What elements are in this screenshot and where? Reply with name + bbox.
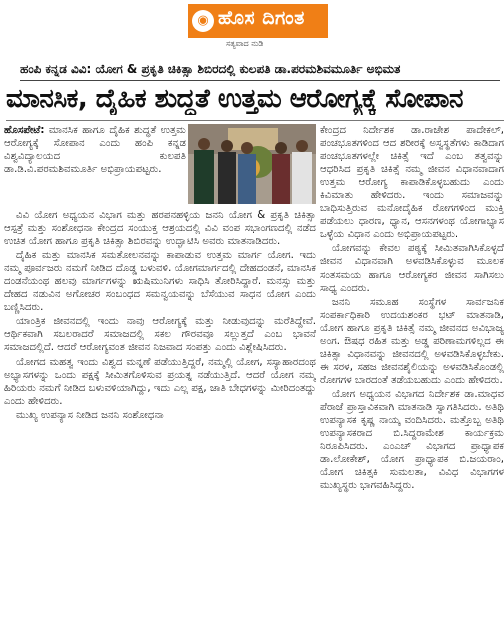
paragraph: ಯೋಗ ಅಧ್ಯಯನ ವಿಭಾಗದ ನಿರ್ದೇಶಕ ಡಾ.ಮಾಧವ ಪೆರಾಜೆ ಪ್ರಾಸ್ತಾವಿಕವಾಗಿ ಮಾತನಾಡಿ ಸ್ವಾಗತಿಸಿದರು. ಅತಿಥಿ ಉಪನ್ಯಾಸಕ ಕೃಷ್ಣ ನಾಯ್ಕ ವಂದಿಸಿದರು. ಮತ್ತೊಬ್ಬ ಅತಿಥಿ ಉಪನ್ಯಾಸಕರಾದ ಬಿ.ಸಿದ್ದರಾಮೇಶ ಕಾರ್ಯಕ್ರಮ ನಿರೂಪಿಸಿದರು. ಎಂಎಚ್ ವಿಭಾಗದ ಪ್ರಾಧ್ಯಾಪಕ ಡಾ.ಲೋಕೇಶ್, ಯೋಗ ಪ್ರಾಧ್ಯಾಪಕ ಬಿ.ಜಯರಾಂ, ಯೋಗ ಚಿಕಿತ್ಸಕಿ ಸುಮಲತಾ, ವಿವಿಧ ವಿಭಾಗಗಳ ಮುಖ್ಯಸ್ಥರು ಭಾಗವಹಿಸಿದ್ದರು. — [320, 388, 504, 492]
article-column-left — [4, 209, 316, 627]
article-column-intro — [4, 124, 186, 208]
paragraph: ಯೋಗದ ಮಹತ್ವ ಇಂದು ವಿಶ್ವದ ಮನ್ನಣೆ ಪಡೆಯುತ್ತಿದ್ದರೆ, ನಮ್ಮಲ್ಲಿ ಯೋಗ, ಸಸ್ಯಾಹಾರದಂಥ ಅಭ್ಯಾಸಗಳನ್ನು ಒಂದು ಪಕ್ಷಕ್ಕೆ ಸೀಮಿತಗೊಳಿಸುವ ಪ್ರಯತ್ನ ನಡೆಯುತ್ತಿದೆ. ಆದರೆ ಯೋಗ ನಮ್ಮ ಹಿರಿಯರು ನಮಗೆ ನೀಡಿದ ಬಳುವಳಿಯಾಗಿದ್ದು, ಇದು ಎಲ್ಲ ಪಕ್ಷ, ಜಾತಿ ಬೇಧಗಳನ್ನು ಮೀರಿದಂತದ್ದು ಎಂದು ಹೇಳಿದರು. — [4, 356, 316, 407]
masthead-logo-icon: ◉ — [192, 10, 214, 32]
divider — [6, 120, 504, 121]
paragraph: ವಿವಿ ಯೋಗ ಅಧ್ಯಯನ ವಿಭಾಗ ಮತ್ತು ಹರಪನಹಳ್ಳಿಯ ಜನನಿ ಯೋಗ & ಪ್ರಕೃತಿ ಚಿಕಿತ್ಸಾ ಆಸ್ಪತ್ರೆ ಮತ್ತು ಸಂಶೋಧನಾ ಕೇಂದ್ರದ ಸಂಯುಕ್ತ ಆಶ್ರಯದಲ್ಲಿ ವಿವಿ ವಂಪ ಸಭಾಂಗಣದಲ್ಲಿ ನಡೆದ ಉಚಿತ ಯೋಗ ಹಾಗೂ ಪ್ರಕೃತಿ ಚಿಕಿತ್ಸಾ ಶಿಬಿರವನ್ನು ಉದ್ಘಾಟಿಸಿ ಅವರು ಮಾತನಾಡಿದರು. — [4, 210, 316, 248]
article-lead — [4, 124, 186, 176]
paragraph: ಮುಖ್ಯ ಉಪನ್ಯಾಸ ನೀಡಿದ ಜನನಿ ಸಂಶೋಧನಾ — [16, 409, 164, 421]
photo-illustration — [188, 124, 316, 204]
paragraph: ದೈಹಿಕ ಮತ್ತು ಮಾನಸಿಕ ಸಮತೋಲನವನ್ನು ಕಾಪಾಡುವ ಉತ್ತಮ ಮಾರ್ಗ ಯೋಗ. ಇದು ನಮ್ಮ ಪೂರ್ವಜರು ನಮಗೆ ನೀಡಿದ ದೊಡ್ಡ ಬಳುವಳಿ. ಯೋಗಮಾರ್ಗದಲ್ಲಿ ದೇಹದಂಡನೆ, ಮಾನಸಿಕ ದಂಡನೆಯಂಥ ಹಲವು ಮಾರ್ಗಗಳನ್ನು ಋಷಿಮುನಿಗಳು ಸಾಧಿಸಿ ತೋರಿಸಿದ್ದಾರೆ. ಮನಸ್ಸು ಮತ್ತು ದೇಹದ ನಡುವಿನ ಅಗೋಚರ ಸಂಬಂಧದ ಸಮನ್ವಯವನ್ನು ಬೆಸೆಯುವ ಸಾಧನ ಯೋಗ ಎಂದು ಬಣ್ಣಿಸಿದರು. — [4, 250, 316, 314]
masthead-name: ಹೊಸ ದಿಗಂತ — [218, 7, 305, 29]
article-column-right — [320, 124, 504, 627]
paragraph: ಯಾಂತ್ರಿಕ ಜೀವನದಲ್ಲಿ ಇಂದು ನಾವು ಆರೋಗ್ಯಕ್ಕೆ ಮತ್ತು ನೀಡುವುದನ್ನು ಮರೆತಿದ್ದೇವೆ. ಆರ್ಥಿಕವಾಗಿ ಸಬಲರಾದರೆ ಸಮಾಜದಲ್ಲಿ ಸಕಲ ಗೌರವವೂ ಸಲ್ಲುತ್ತದೆ ಎಂಬ ಭಾವನೆ ಸಮಾಜದಲ್ಲಿದೆ. ಆದರೆ ಆರೋಗ್ಯವಂತ ಜೀವನ ನಿಜವಾದ ಸಂಪತ್ತು ಎಂದು ವಿಶ್ಲೇಷಿಸಿದರು. — [4, 316, 316, 354]
divider — [20, 80, 500, 81]
article-kicker: ಹಂಪಿ ಕನ್ನಡ ವಿವಿ: ಯೋಗ & ಪ್ರಕೃತಿ ಚಿಕಿತ್ಸಾ ಶಿಬಿರದಲ್ಲಿ ಕುಲಪತಿ ಡಾ.ಪರಮಶಿವಮೂರ್ತಿ ಅಭಿಮತ — [20, 62, 401, 76]
paragraph: ಯೋಗವನ್ನು ಕೇವಲ ಪಠ್ಯಕ್ಕೆ ಸೀಮಿತವಾಗಿಸಿಕೊಳ್ಳದೆ ಜೀವನ ವಿಧಾನವಾಗಿ ಅಳವಡಿಸಿಕೊಳ್ಳುವ ಮೂಲಕ ಸಂತಸಮಯ ಹಾಗೂ ಆರೋಗ್ಯಕರ ಜೀವನ ಸಾಗಿಸಲು ಸಾಧ್ಯ ಎಂದರು. — [320, 243, 504, 294]
dateline: ಹೊಸಪೇಟೆ: — [4, 125, 45, 136]
masthead — [188, 4, 328, 50]
lead-text: ಮಾನಸಿಕ ಹಾಗೂ ದೈಹಿಕ ಶುದ್ಧತೆ ಉತ್ತಮ ಆರೋಗ್ಯಕ್ಕೆ ಸೋಪಾನ ಎಂದು ಹಂಪಿ ಕನ್ನಡ ವಿಶ್ವವಿದ್ಯಾಲಯದ ಕುಲಪತಿ ಡಾ.ಡಿ.ವಿ.ಪರಮಶಿವಮೂರ್ತಿ ಅಭಿಪ್ರಾಯಪಟ್ಟರು. — [4, 125, 186, 176]
masthead-tagline: ಸತ್ಯವಾದ ನುಡಿ — [226, 39, 264, 48]
article-photo — [188, 124, 316, 204]
paragraph: ಕೇಂದ್ರದ ನಿರ್ದೇಶಕ ಡಾ.ರಾಜೇಶ ಪಾದೇಕಲ್, ಪಂಚಭೂತಗಳಿಂದ ಆದ ಶರೀರಕ್ಕೆ ಅಸ್ವಸ್ಥತೆಗಳು ಕಾಡಿದಾಗ ಪಂಚಭೂತಗಳಲ್ಲೇ ಚಿಕಿತ್ಸೆ ಇದೆ ಎಂಬ ತತ್ವವನ್ನು ಆಧರಿಸಿದ ಪ್ರಕೃತಿ ಚಿಕಿತ್ಸೆ ನಮ್ಮ ಜೀವನ ವಿಧಾನವಾದಾಗ ಉತ್ತಮ ಆರೋಗ್ಯ ಕಾಪಾಡಿಕೊಳ್ಳಬಹುದು ಎಂದು ಕಿವಿಮಾತು ಹೇಳಿದರು. ಇಂದು ಸಮಾಜವನ್ನು ಬಾಧಿಸುತ್ತಿರುವ ಮನೋದೈಹಿಕ ರೋಗಗಳಿಂದ ಮುಕ್ತಿ ಪಡೆಯಲು ಧಾರಣ, ಧ್ಯಾನ, ಆಸನಗಳಂಥ ಯೋಗಾಭ್ಯಾಸ ಒಳ್ಳೆಯ ವಿಧಾನ ಎಂದು ಅಭಿಪ್ರಾಯಪಟ್ಟರು. — [320, 125, 504, 241]
paragraph: ಜನನಿ ಸಮೂಹ ಸಂಸ್ಥೆಗಳ ಸಾರ್ವಜನಿಕ ಸಂಪರ್ಕಾಧಿಕಾರಿ ಉದಯಶಂಕರ ಭಟ್ ಮಾತನಾಡಿ, ಯೋಗ ಹಾಗೂ ಪ್ರಕೃತಿ ಚಿಕಿತ್ಸೆ ನಮ್ಮ ಜೀವನದ ಅವಿಭಾಜ್ಯ ಅಂಗ. ಔಷಧ ರಹಿತ ಮತ್ತು ಅಡ್ಡ ಪರಿಣಾಮಗಳಿಲ್ಲದ ಈ ಚಿಕಿತ್ಸಾ ವಿಧಾನವನ್ನು ಜೀವನದಲ್ಲಿ ಅಳವಡಿಸಿಕೊಳ್ಳಬೇಕು. ಈ ಸರಳ, ಸಹಜ ಜೀವನಶೈಲಿಯನ್ನು ಅಳವಡಿಸಿಕೊಂಡಲ್ಲಿ ರೋಗಗಳ ಬಾರದಂತೆ ತಡೆಯಬಹುದು ಎಂದು ಹೇಳಿದರು. — [320, 296, 504, 386]
article-headline: ಮಾನಸಿಕ, ದೈಹಿಕ ಶುದ್ಧತೆ ಉತ್ತಮ ಆರೋಗ್ಯಕ್ಕೆ ಸೋಪಾನ — [6, 84, 463, 114]
